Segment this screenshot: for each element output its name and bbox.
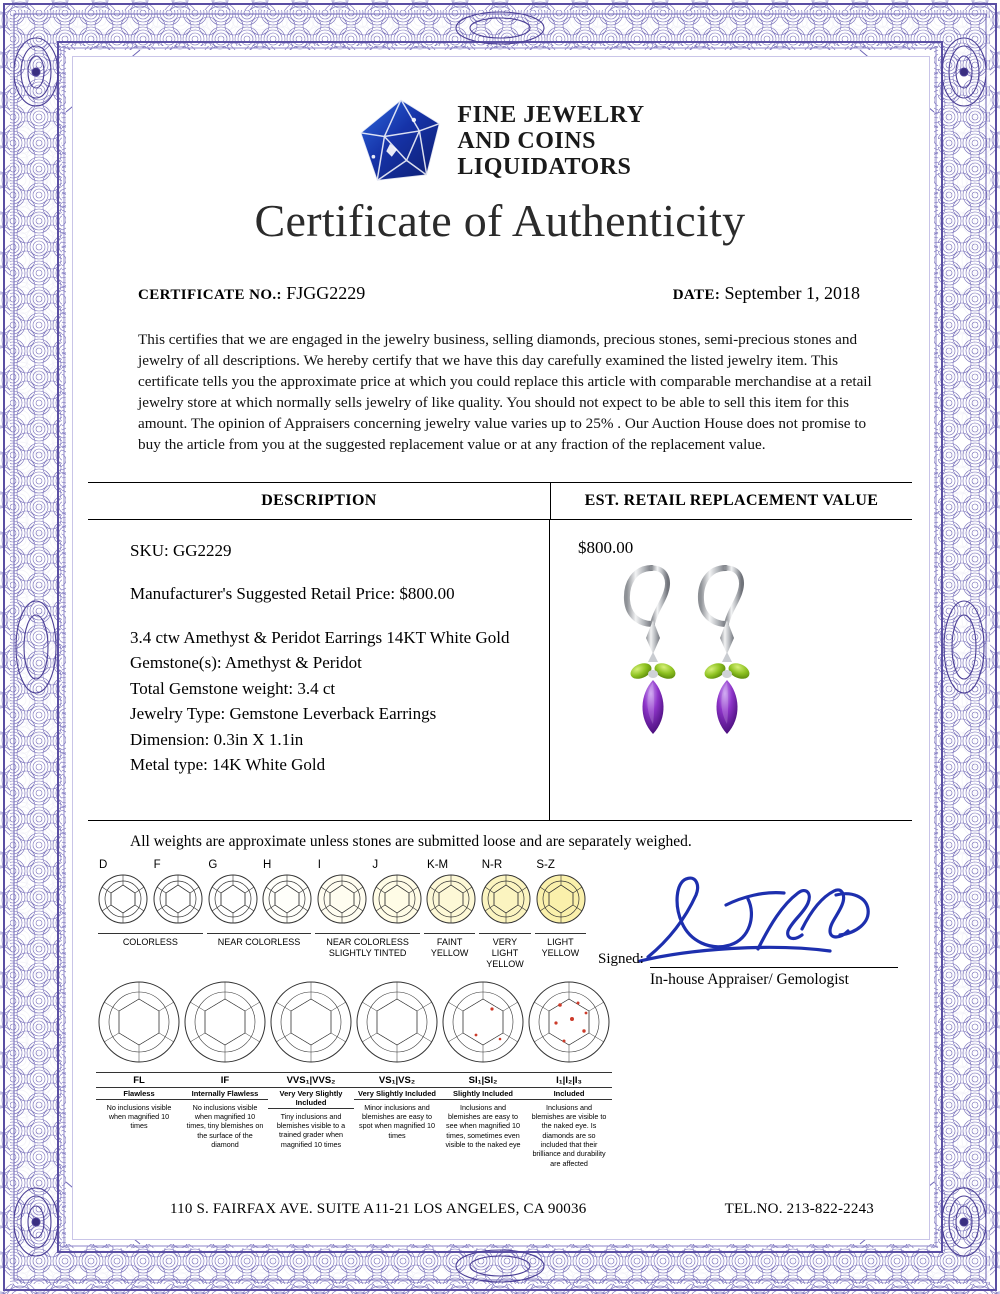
value-cell [550,520,912,820]
gem-diamond-icon [355,96,447,188]
company-name-line3: LIQUIDATORS [457,153,632,180]
column-header-value: EST. RETAIL REPLACEMENT VALUE [584,491,879,509]
certificate-number-group [138,283,365,304]
color-grade-cell [315,859,370,930]
company-name [457,103,644,181]
clarity-grade-subtitle: Flawless [96,1088,182,1100]
color-grade-label: F [153,858,161,871]
clarity-grade-cell [182,979,268,1169]
clarity-grade-label: I₁|I₂|I₃ [526,1072,612,1088]
clarity-grade-label: IF [182,1072,268,1088]
round-diamond-icon [261,873,313,925]
signature-line [598,951,898,968]
round-diamond-icon [371,873,423,925]
color-grade-cell [479,859,534,930]
color-group-label: VERY LIGHT YELLOW [479,933,530,971]
clarity-grade-description: Inclusions and blemishes are visible to the naked eye. Is diamonds are so included that their brilliance and durability are affected [531,1102,607,1168]
color-group-labels [96,933,588,971]
color-grade-label: K-M [427,858,449,871]
color-grade-cell [260,859,315,930]
date-value: September 1, 2018 [724,283,860,303]
description-line-metal-type: Metal type: 14K White Gold [130,755,326,775]
round-diamond-icon [480,873,532,925]
color-grade-cell [424,859,479,930]
description-line-jewelry-type: Jewelry Type: Gemstone Leverback Earrings [130,704,437,724]
color-grade-cell [151,859,206,930]
table-header-row [88,483,912,520]
description-line-weight: Total Gemstone weight: 3.4 ct [130,678,336,698]
weights-note: All weights are approximate unless stones are submitted loose and are separately weighed. [130,832,692,850]
clarity-grade-subtitle: Included [526,1088,612,1100]
description-cell [88,520,550,820]
color-clarity-chart [88,858,607,1168]
item-table [88,482,912,821]
color-grade-cell [96,859,151,930]
round-diamond-icon [425,873,477,925]
description-line-gemstones: Gemstone(s): Amethyst & Peridot [130,653,362,673]
grading-charts [88,859,912,1168]
clarity-grade-label: FL [96,1072,182,1088]
round-diamond-icon [316,873,368,925]
footer-telephone: TEL.NO. 213-822-2243 [724,1201,874,1217]
round-diamond-icon [354,979,440,1065]
certificate-no-label: CERTIFICATE NO.: [138,287,282,303]
color-grade-label: S-Z [536,858,555,871]
color-grade-cell [369,859,424,930]
description-line-title: 3.4 ctw Amethyst & Peridot Earrings 14KT White Gold [130,627,510,647]
clarity-grade-description: Tiny inclusions and blemishes visible to a trained grader when magnified 10 times [276,1111,346,1149]
clarity-grade-cell [440,979,526,1169]
clarity-grade-description: No inclusions visible when magnified 10 times [106,1102,172,1131]
round-diamond-icon [182,979,268,1065]
color-grade-label: N-R [481,858,503,871]
color-group-label: FAINT YELLOW [424,933,475,971]
column-header-description: DESCRIPTION [88,483,551,519]
color-grade-label: I [317,858,321,871]
color-scale-row [96,859,588,930]
signature-block [588,859,912,1039]
certificate-date-group [673,283,860,304]
signed-label: Signed: [598,950,644,967]
certificate-meta [88,283,912,304]
round-diamond-icon [440,979,526,1065]
clarity-grade-description: No inclusions visible when magnified 10 times, tiny blemishes on the surface of the diamond [186,1102,264,1149]
company-name-line1: FINE JEWELRY [457,102,645,129]
clarity-grade-cell [354,979,440,1169]
round-diamond-icon [268,979,354,1065]
clarity-grade-subtitle: Internally Flawless [182,1088,268,1100]
color-group-label: COLORLESS [98,933,203,971]
certificate-no-value: FJGG2229 [286,283,366,303]
clarity-grade-subtitle: Slightly Included [440,1088,526,1100]
color-grade-cell [533,859,588,930]
footer-address: 110 S. FAIRFAX AVE. SUITE A11-21 LOS ANGELES, CA 90036 [170,1201,587,1217]
color-group-label: NEAR COLORLESS [207,933,312,971]
color-grade-label: D [99,858,108,871]
table-body-row [88,520,912,820]
color-group-label: NEAR COLORLESS SLIGHTLY TINTED [315,933,420,971]
clarity-grade-subtitle: Very Very Slightly Included [268,1088,354,1109]
description-line-msrp: Manufacturer's Suggested Retail Price: $800.00 [130,584,455,604]
page-title: Certificate of Authenticity [254,195,746,246]
color-grade-label: J [372,858,379,871]
color-grade-cell [205,859,260,930]
clarity-grade-cell [96,979,182,1169]
disclaimer-text: This certifies that we are engaged in the jewelry business, selling diamonds, precious stones, semi-precious stones and jewelry of all descriptions. We hereby certify that we have this day carefully examined the listed jewelry item. This certificate tells you the approximate price at which you could replace this article with comparable merchandise at a retail jewelry store at which normally sells jewelry of like quality. You should not expect to be able to sell this item for this amount. The opinion of Appraisers concerning jewelry value varies up to 25% . Our Auction House does not promise to buy the article from you at the suggested replacement value or at any fraction of the replacement value. [138,331,872,453]
clarity-grade-label: VVS₁|VVS₂ [268,1072,354,1088]
company-logo [88,94,912,190]
color-group-label: LIGHT YELLOW [535,933,586,971]
clarity-grade-label: SI₁|SI₂ [440,1072,526,1088]
clarity-scale-row [96,979,607,1169]
item-photo-earrings [608,558,808,788]
footer [88,1201,912,1218]
description-line-dimension: Dimension: 0.3in X 1.1in [130,729,304,749]
color-grade-label: H [263,858,272,871]
round-diamond-icon [152,873,204,925]
clarity-grade-description: Minor inclusions and blemishes are easy to spot when magnified 10 times [359,1102,435,1140]
round-diamond-icon [97,873,149,925]
clarity-grade-label: VS₁|VS₂ [354,1072,440,1088]
clarity-grade-subtitle: Very Slightly Included [354,1088,440,1100]
round-diamond-icon [96,979,182,1065]
clarity-grade-cell [268,979,354,1169]
appraiser-title: In-house Appraiser/ Gemologist [650,970,849,988]
round-diamond-icon [535,873,587,925]
date-label: DATE: [672,287,721,303]
description-line-sku: SKU: GG2229 [130,540,232,560]
replacement-value: $800.00 [578,537,634,557]
company-name-line2: AND COINS [457,128,596,155]
round-diamond-icon [207,873,259,925]
clarity-grade-description: Inclusions and blemishes are easy to see when magnified 10 times, sometimes even visible to the naked eye [445,1102,521,1149]
signature-rule [650,951,898,968]
color-grade-label: G [208,858,218,871]
